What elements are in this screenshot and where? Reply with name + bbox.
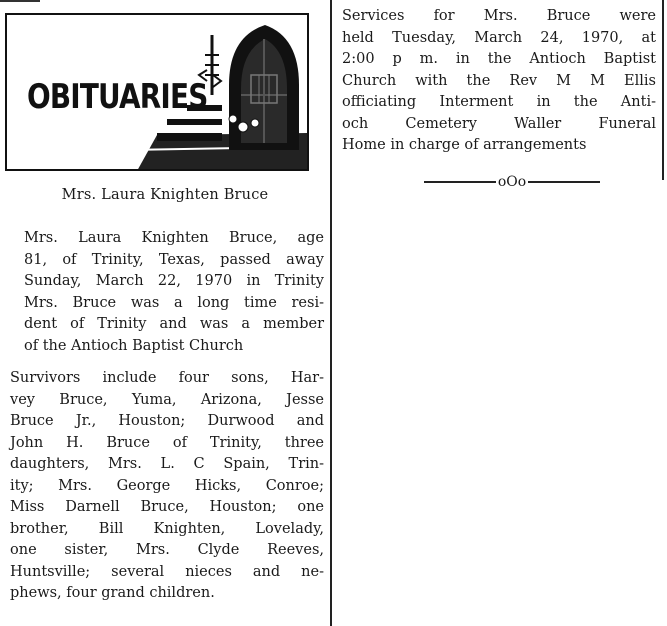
text-line: Sunday, March 22, 1970 in Trinity xyxy=(24,273,324,289)
masthead-title: OBITUARIES xyxy=(27,77,208,117)
text-line: daughters, Mrs. L. C Spain, Trin- xyxy=(10,456,324,472)
text-line: John H. Bruce of Trinity, three xyxy=(10,434,324,451)
obituary-heading: Mrs. Laura Knighten Bruce xyxy=(61,187,269,203)
text-line: brother, Bill Knighten, Lovelady, xyxy=(10,520,324,537)
top-rule-stub xyxy=(0,0,40,2)
obituary-paragraph-2 xyxy=(10,368,324,605)
obituaries-masthead xyxy=(5,13,309,171)
divider-mark: oOo xyxy=(497,174,527,190)
text-line: Miss Darnell Bruce, Houston; one xyxy=(10,499,324,515)
text-line: Church with the Rev M M Ellis xyxy=(342,72,656,89)
text-line: Bruce Jr., Houston; Durwood and xyxy=(10,413,324,429)
obituary-paragraph-1 xyxy=(24,228,324,357)
text-line: held Tuesday, March 24, 1970, at xyxy=(342,29,656,46)
text-line: 2:00 p m. in the Antioch Baptist xyxy=(342,51,656,67)
text-line: officiating Interment in the Anti- xyxy=(342,94,656,110)
text-line: Survivors include four sons, Har- xyxy=(10,370,324,386)
text-line: Mrs. Laura Knighten Bruce, age xyxy=(24,230,324,246)
text-line: dent of Trinity and was a member xyxy=(24,316,324,332)
right-column-rule xyxy=(662,0,664,180)
text-line: phews, four grand children. xyxy=(10,585,215,601)
text-line: Mrs. Bruce was a long time resi- xyxy=(24,294,324,311)
text-line: och Cemetery Waller Funeral xyxy=(342,115,656,132)
obituary-paragraph-3 xyxy=(342,6,656,157)
text-line: Home in charge of arrangements xyxy=(342,137,587,153)
text-line: ity; Mrs. George Hicks, Conroe; xyxy=(10,477,324,494)
text-line: of the Antioch Baptist Church xyxy=(24,337,244,354)
text-line: one sister, Mrs. Clyde Reeves, xyxy=(10,542,324,558)
text-line: Huntsville; several nieces and ne- xyxy=(10,563,324,580)
column-rule xyxy=(330,0,332,626)
text-line: vey Bruce, Yuma, Arizona, Jesse xyxy=(10,391,324,408)
text-line: 81, of Trinity, Texas, passed away xyxy=(24,251,324,268)
divider-line-left xyxy=(424,181,496,183)
text-line: Services for Mrs. Bruce were xyxy=(342,8,656,24)
divider-line-right xyxy=(528,181,600,183)
section-divider xyxy=(424,172,600,192)
